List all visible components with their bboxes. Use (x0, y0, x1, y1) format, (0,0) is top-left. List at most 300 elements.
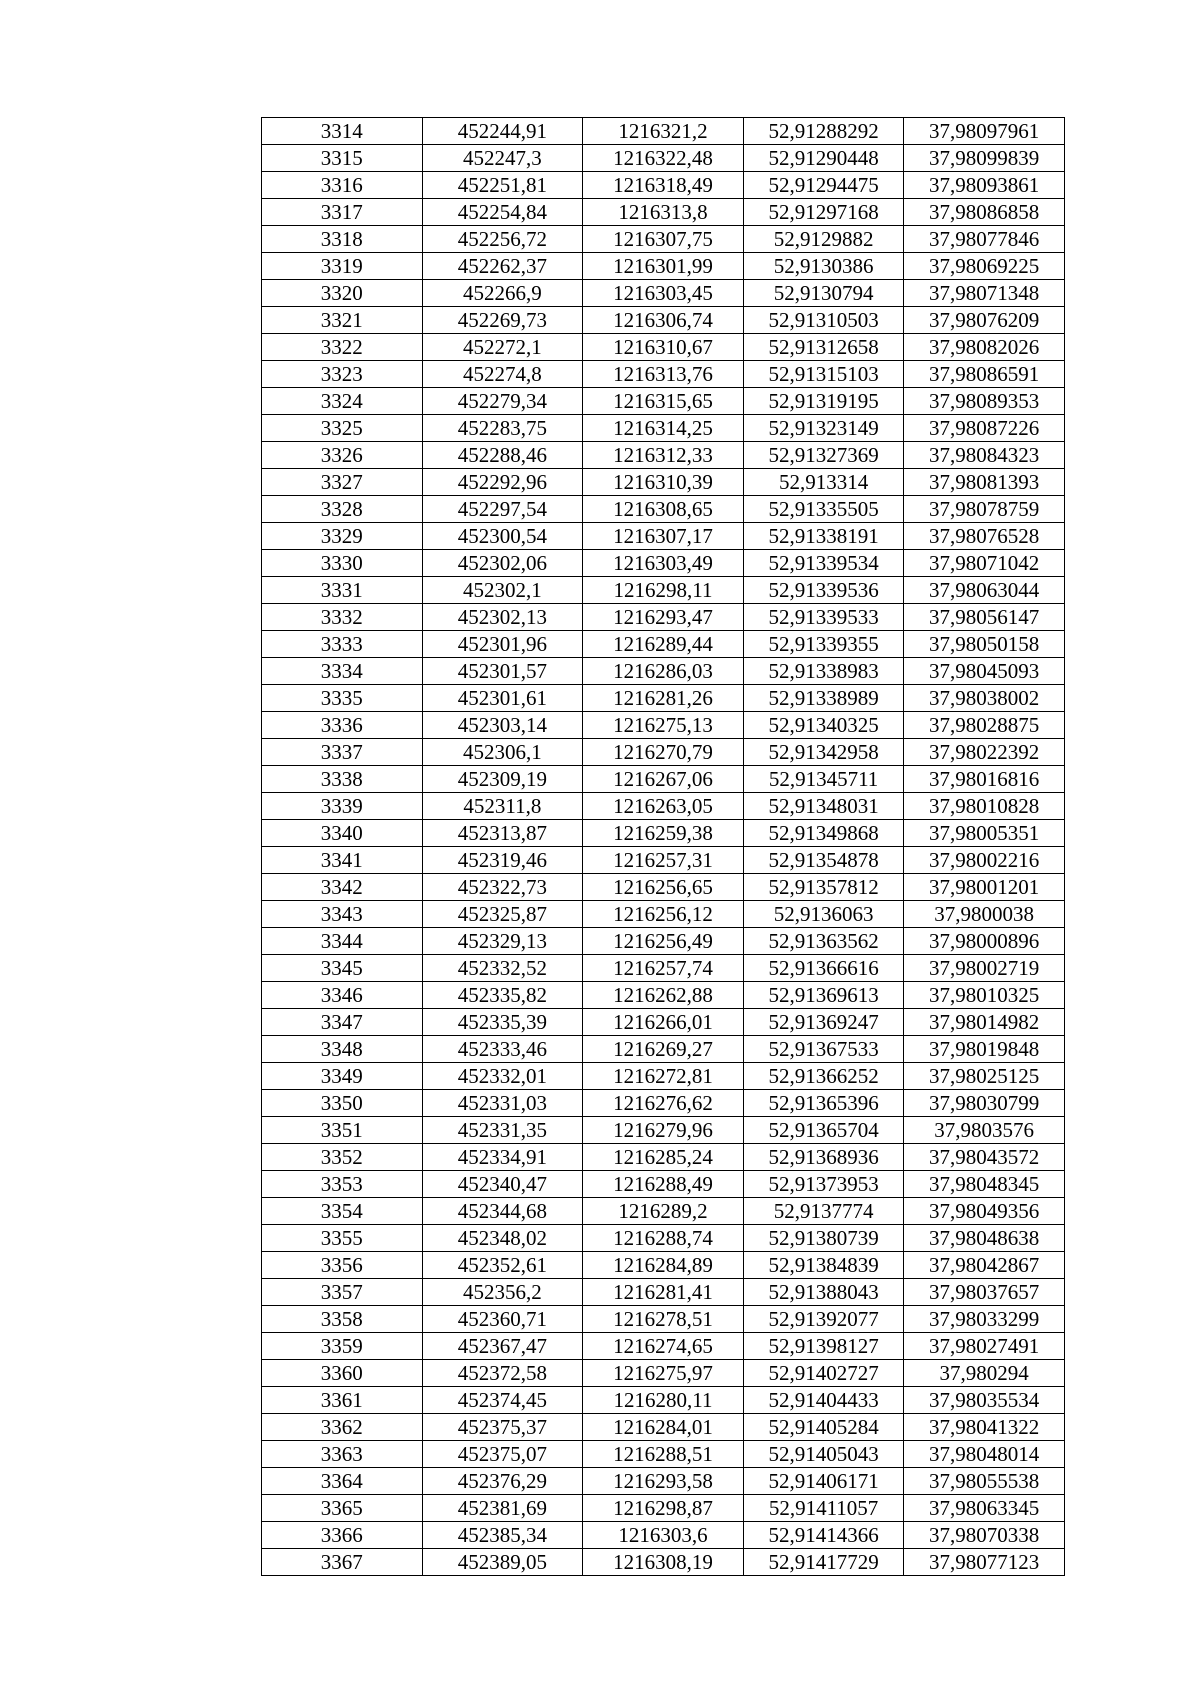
latitude-cell: 52,91411057 (743, 1495, 904, 1522)
y-coordinate-cell: 1216270,79 (583, 739, 744, 766)
table-row (262, 388, 1065, 415)
longitude-cell: 37,98077123 (904, 1549, 1065, 1576)
x-coordinate-cell: 452340,47 (422, 1171, 583, 1198)
longitude-cell: 37,98002216 (904, 847, 1065, 874)
longitude-cell: 37,98042867 (904, 1252, 1065, 1279)
x-coordinate-cell: 452374,45 (422, 1387, 583, 1414)
longitude-cell: 37,98078759 (904, 496, 1065, 523)
longitude-cell: 37,98071348 (904, 280, 1065, 307)
x-coordinate-cell: 452348,02 (422, 1225, 583, 1252)
point-number-cell: 3346 (262, 982, 423, 1009)
latitude-cell: 52,91342958 (743, 739, 904, 766)
y-coordinate-cell: 1216256,65 (583, 874, 744, 901)
x-coordinate-cell: 452332,52 (422, 955, 583, 982)
point-number-cell: 3321 (262, 307, 423, 334)
point-number-cell: 3343 (262, 901, 423, 928)
longitude-cell: 37,98070338 (904, 1522, 1065, 1549)
table-row (262, 199, 1065, 226)
longitude-cell: 37,980294 (904, 1360, 1065, 1387)
table-row (262, 307, 1065, 334)
point-number-cell: 3325 (262, 415, 423, 442)
longitude-cell: 37,98087226 (904, 415, 1065, 442)
latitude-cell: 52,91368936 (743, 1144, 904, 1171)
x-coordinate-cell: 452309,19 (422, 766, 583, 793)
y-coordinate-cell: 1216274,65 (583, 1333, 744, 1360)
y-coordinate-cell: 1216307,75 (583, 226, 744, 253)
latitude-cell: 52,91404433 (743, 1387, 904, 1414)
y-coordinate-cell: 1216312,33 (583, 442, 744, 469)
x-coordinate-cell: 452311,8 (422, 793, 583, 820)
x-coordinate-cell: 452319,46 (422, 847, 583, 874)
table-row (262, 928, 1065, 955)
table-row (262, 685, 1065, 712)
longitude-cell: 37,98002719 (904, 955, 1065, 982)
x-coordinate-cell: 452335,82 (422, 982, 583, 1009)
latitude-cell: 52,91339536 (743, 577, 904, 604)
x-coordinate-cell: 452331,35 (422, 1117, 583, 1144)
longitude-cell: 37,98081393 (904, 469, 1065, 496)
longitude-cell: 37,98022392 (904, 739, 1065, 766)
x-coordinate-cell: 452297,54 (422, 496, 583, 523)
y-coordinate-cell: 1216259,38 (583, 820, 744, 847)
point-number-cell: 3339 (262, 793, 423, 820)
latitude-cell: 52,91315103 (743, 361, 904, 388)
table-row (262, 118, 1065, 145)
x-coordinate-cell: 452352,61 (422, 1252, 583, 1279)
x-coordinate-cell: 452356,2 (422, 1279, 583, 1306)
table-row (262, 1414, 1065, 1441)
table-row (262, 1036, 1065, 1063)
y-coordinate-cell: 1216285,24 (583, 1144, 744, 1171)
latitude-cell: 52,91388043 (743, 1279, 904, 1306)
x-coordinate-cell: 452375,37 (422, 1414, 583, 1441)
latitude-cell: 52,91327369 (743, 442, 904, 469)
latitude-cell: 52,91366616 (743, 955, 904, 982)
coordinates-table (261, 117, 1065, 1576)
table-row (262, 766, 1065, 793)
x-coordinate-cell: 452376,29 (422, 1468, 583, 1495)
y-coordinate-cell: 1216257,31 (583, 847, 744, 874)
point-number-cell: 3323 (262, 361, 423, 388)
longitude-cell: 37,98014982 (904, 1009, 1065, 1036)
y-coordinate-cell: 1216267,06 (583, 766, 744, 793)
x-coordinate-cell: 452302,1 (422, 577, 583, 604)
longitude-cell: 37,98093861 (904, 172, 1065, 199)
table-row (262, 658, 1065, 685)
latitude-cell: 52,91369247 (743, 1009, 904, 1036)
table-row (262, 172, 1065, 199)
latitude-cell: 52,9129882 (743, 226, 904, 253)
point-number-cell: 3332 (262, 604, 423, 631)
y-coordinate-cell: 1216280,11 (583, 1387, 744, 1414)
table-row (262, 955, 1065, 982)
x-coordinate-cell: 452313,87 (422, 820, 583, 847)
longitude-cell: 37,98037657 (904, 1279, 1065, 1306)
latitude-cell: 52,91367533 (743, 1036, 904, 1063)
longitude-cell: 37,98089353 (904, 388, 1065, 415)
y-coordinate-cell: 1216298,11 (583, 577, 744, 604)
table-row (262, 226, 1065, 253)
latitude-cell: 52,91363562 (743, 928, 904, 955)
longitude-cell: 37,98043572 (904, 1144, 1065, 1171)
y-coordinate-cell: 1216286,03 (583, 658, 744, 685)
table-row (262, 1441, 1065, 1468)
point-number-cell: 3334 (262, 658, 423, 685)
latitude-cell: 52,91373953 (743, 1171, 904, 1198)
table-row (262, 577, 1065, 604)
table-row (262, 469, 1065, 496)
x-coordinate-cell: 452332,01 (422, 1063, 583, 1090)
latitude-cell: 52,91357812 (743, 874, 904, 901)
latitude-cell: 52,91340325 (743, 712, 904, 739)
x-coordinate-cell: 452272,1 (422, 334, 583, 361)
y-coordinate-cell: 1216272,81 (583, 1063, 744, 1090)
y-coordinate-cell: 1216256,49 (583, 928, 744, 955)
y-coordinate-cell: 1216303,45 (583, 280, 744, 307)
point-number-cell: 3364 (262, 1468, 423, 1495)
x-coordinate-cell: 452274,8 (422, 361, 583, 388)
latitude-cell: 52,91338989 (743, 685, 904, 712)
latitude-cell: 52,91405284 (743, 1414, 904, 1441)
latitude-cell: 52,91338983 (743, 658, 904, 685)
longitude-cell: 37,98005351 (904, 820, 1065, 847)
x-coordinate-cell: 452360,71 (422, 1306, 583, 1333)
x-coordinate-cell: 452269,73 (422, 307, 583, 334)
longitude-cell: 37,98001201 (904, 874, 1065, 901)
longitude-cell: 37,98050158 (904, 631, 1065, 658)
y-coordinate-cell: 1216288,74 (583, 1225, 744, 1252)
table-row (262, 1252, 1065, 1279)
longitude-cell: 37,98086591 (904, 361, 1065, 388)
latitude-cell: 52,91339533 (743, 604, 904, 631)
longitude-cell: 37,9803576 (904, 1117, 1065, 1144)
x-coordinate-cell: 452288,46 (422, 442, 583, 469)
latitude-cell: 52,91380739 (743, 1225, 904, 1252)
longitude-cell: 37,98084323 (904, 442, 1065, 469)
y-coordinate-cell: 1216314,25 (583, 415, 744, 442)
y-coordinate-cell: 1216308,65 (583, 496, 744, 523)
table-row (262, 253, 1065, 280)
latitude-cell: 52,913314 (743, 469, 904, 496)
x-coordinate-cell: 452251,81 (422, 172, 583, 199)
point-number-cell: 3367 (262, 1549, 423, 1576)
y-coordinate-cell: 1216293,47 (583, 604, 744, 631)
table-row (262, 631, 1065, 658)
table-row (262, 739, 1065, 766)
point-number-cell: 3319 (262, 253, 423, 280)
table-row (262, 1171, 1065, 1198)
point-number-cell: 3344 (262, 928, 423, 955)
table-row (262, 550, 1065, 577)
latitude-cell: 52,91339534 (743, 550, 904, 577)
x-coordinate-cell: 452333,46 (422, 1036, 583, 1063)
y-coordinate-cell: 1216318,49 (583, 172, 744, 199)
point-number-cell: 3329 (262, 523, 423, 550)
y-coordinate-cell: 1216303,49 (583, 550, 744, 577)
point-number-cell: 3331 (262, 577, 423, 604)
latitude-cell: 52,91366252 (743, 1063, 904, 1090)
longitude-cell: 37,98099839 (904, 145, 1065, 172)
longitude-cell: 37,98025125 (904, 1063, 1065, 1090)
point-number-cell: 3320 (262, 280, 423, 307)
point-number-cell: 3336 (262, 712, 423, 739)
point-number-cell: 3328 (262, 496, 423, 523)
longitude-cell: 37,98041322 (904, 1414, 1065, 1441)
table-row (262, 982, 1065, 1009)
point-number-cell: 3330 (262, 550, 423, 577)
latitude-cell: 52,91288292 (743, 118, 904, 145)
table-row (262, 1360, 1065, 1387)
latitude-cell: 52,9137774 (743, 1198, 904, 1225)
point-number-cell: 3349 (262, 1063, 423, 1090)
longitude-cell: 37,98048014 (904, 1441, 1065, 1468)
longitude-cell: 37,98069225 (904, 253, 1065, 280)
y-coordinate-cell: 1216269,27 (583, 1036, 744, 1063)
latitude-cell: 52,91310503 (743, 307, 904, 334)
x-coordinate-cell: 452292,96 (422, 469, 583, 496)
y-coordinate-cell: 1216321,2 (583, 118, 744, 145)
y-coordinate-cell: 1216303,6 (583, 1522, 744, 1549)
y-coordinate-cell: 1216262,88 (583, 982, 744, 1009)
y-coordinate-cell: 1216310,67 (583, 334, 744, 361)
point-number-cell: 3327 (262, 469, 423, 496)
table-row (262, 1522, 1065, 1549)
table-row (262, 523, 1065, 550)
point-number-cell: 3345 (262, 955, 423, 982)
latitude-cell: 52,91338191 (743, 523, 904, 550)
point-number-cell: 3358 (262, 1306, 423, 1333)
point-number-cell: 3352 (262, 1144, 423, 1171)
point-number-cell: 3316 (262, 172, 423, 199)
point-number-cell: 3359 (262, 1333, 423, 1360)
y-coordinate-cell: 1216278,51 (583, 1306, 744, 1333)
table-body (262, 118, 1065, 1576)
x-coordinate-cell: 452329,13 (422, 928, 583, 955)
table-row (262, 1549, 1065, 1576)
x-coordinate-cell: 452381,69 (422, 1495, 583, 1522)
latitude-cell: 52,91406171 (743, 1468, 904, 1495)
x-coordinate-cell: 452322,73 (422, 874, 583, 901)
longitude-cell: 37,98056147 (904, 604, 1065, 631)
point-number-cell: 3324 (262, 388, 423, 415)
table-row (262, 1279, 1065, 1306)
x-coordinate-cell: 452301,57 (422, 658, 583, 685)
point-number-cell: 3356 (262, 1252, 423, 1279)
y-coordinate-cell: 1216315,65 (583, 388, 744, 415)
longitude-cell: 37,98010325 (904, 982, 1065, 1009)
longitude-cell: 37,98097961 (904, 118, 1065, 145)
y-coordinate-cell: 1216313,8 (583, 199, 744, 226)
y-coordinate-cell: 1216281,41 (583, 1279, 744, 1306)
longitude-cell: 37,98019848 (904, 1036, 1065, 1063)
y-coordinate-cell: 1216310,39 (583, 469, 744, 496)
longitude-cell: 37,98010828 (904, 793, 1065, 820)
y-coordinate-cell: 1216298,87 (583, 1495, 744, 1522)
longitude-cell: 37,98063345 (904, 1495, 1065, 1522)
point-number-cell: 3357 (262, 1279, 423, 1306)
latitude-cell: 52,91365396 (743, 1090, 904, 1117)
x-coordinate-cell: 452300,54 (422, 523, 583, 550)
y-coordinate-cell: 1216289,44 (583, 631, 744, 658)
point-number-cell: 3365 (262, 1495, 423, 1522)
x-coordinate-cell: 452262,37 (422, 253, 583, 280)
table-row (262, 280, 1065, 307)
y-coordinate-cell: 1216281,26 (583, 685, 744, 712)
longitude-cell: 37,98082026 (904, 334, 1065, 361)
latitude-cell: 52,91398127 (743, 1333, 904, 1360)
latitude-cell: 52,91392077 (743, 1306, 904, 1333)
point-number-cell: 3347 (262, 1009, 423, 1036)
x-coordinate-cell: 452301,61 (422, 685, 583, 712)
latitude-cell: 52,9130794 (743, 280, 904, 307)
longitude-cell: 37,98048638 (904, 1225, 1065, 1252)
longitude-cell: 37,98086858 (904, 199, 1065, 226)
latitude-cell: 52,91335505 (743, 496, 904, 523)
latitude-cell: 52,91319195 (743, 388, 904, 415)
x-coordinate-cell: 452385,34 (422, 1522, 583, 1549)
point-number-cell: 3363 (262, 1441, 423, 1468)
x-coordinate-cell: 452283,75 (422, 415, 583, 442)
longitude-cell: 37,98076209 (904, 307, 1065, 334)
longitude-cell: 37,98063044 (904, 577, 1065, 604)
x-coordinate-cell: 452256,72 (422, 226, 583, 253)
longitude-cell: 37,98035534 (904, 1387, 1065, 1414)
point-number-cell: 3351 (262, 1117, 423, 1144)
x-coordinate-cell: 452325,87 (422, 901, 583, 928)
x-coordinate-cell: 452302,06 (422, 550, 583, 577)
longitude-cell: 37,98071042 (904, 550, 1065, 577)
point-number-cell: 3318 (262, 226, 423, 253)
x-coordinate-cell: 452279,34 (422, 388, 583, 415)
latitude-cell: 52,91365704 (743, 1117, 904, 1144)
x-coordinate-cell: 452389,05 (422, 1549, 583, 1576)
table-row (262, 847, 1065, 874)
latitude-cell: 52,91323149 (743, 415, 904, 442)
table-row (262, 1063, 1065, 1090)
longitude-cell: 37,98045093 (904, 658, 1065, 685)
table-row (262, 1225, 1065, 1252)
y-coordinate-cell: 1216307,17 (583, 523, 744, 550)
point-number-cell: 3354 (262, 1198, 423, 1225)
table-row (262, 1387, 1065, 1414)
table-row (262, 442, 1065, 469)
table-row (262, 361, 1065, 388)
latitude-cell: 52,91354878 (743, 847, 904, 874)
point-number-cell: 3366 (262, 1522, 423, 1549)
longitude-cell: 37,98077846 (904, 226, 1065, 253)
x-coordinate-cell: 452335,39 (422, 1009, 583, 1036)
y-coordinate-cell: 1216306,74 (583, 307, 744, 334)
table-row (262, 1090, 1065, 1117)
y-coordinate-cell: 1216266,01 (583, 1009, 744, 1036)
table-row (262, 1198, 1065, 1225)
x-coordinate-cell: 452334,91 (422, 1144, 583, 1171)
x-coordinate-cell: 452266,9 (422, 280, 583, 307)
point-number-cell: 3341 (262, 847, 423, 874)
table-row (262, 874, 1065, 901)
latitude-cell: 52,91290448 (743, 145, 904, 172)
latitude-cell: 52,91349868 (743, 820, 904, 847)
latitude-cell: 52,9136063 (743, 901, 904, 928)
latitude-cell: 52,91414366 (743, 1522, 904, 1549)
table-row (262, 1009, 1065, 1036)
latitude-cell: 52,91312658 (743, 334, 904, 361)
latitude-cell: 52,91402727 (743, 1360, 904, 1387)
latitude-cell: 52,91348031 (743, 793, 904, 820)
point-number-cell: 3322 (262, 334, 423, 361)
table-row (262, 604, 1065, 631)
x-coordinate-cell: 452247,3 (422, 145, 583, 172)
x-coordinate-cell: 452301,96 (422, 631, 583, 658)
point-number-cell: 3342 (262, 874, 423, 901)
point-number-cell: 3315 (262, 145, 423, 172)
table-row (262, 1306, 1065, 1333)
x-coordinate-cell: 452331,03 (422, 1090, 583, 1117)
table-row (262, 1117, 1065, 1144)
y-coordinate-cell: 1216288,51 (583, 1441, 744, 1468)
longitude-cell: 37,98027491 (904, 1333, 1065, 1360)
longitude-cell: 37,98055538 (904, 1468, 1065, 1495)
y-coordinate-cell: 1216284,01 (583, 1414, 744, 1441)
table-row (262, 1333, 1065, 1360)
longitude-cell: 37,98016816 (904, 766, 1065, 793)
point-number-cell: 3340 (262, 820, 423, 847)
point-number-cell: 3333 (262, 631, 423, 658)
table-row (262, 1468, 1065, 1495)
point-number-cell: 3355 (262, 1225, 423, 1252)
x-coordinate-cell: 452344,68 (422, 1198, 583, 1225)
table-row (262, 496, 1065, 523)
x-coordinate-cell: 452306,1 (422, 739, 583, 766)
point-number-cell: 3353 (262, 1171, 423, 1198)
x-coordinate-cell: 452244,91 (422, 118, 583, 145)
point-number-cell: 3326 (262, 442, 423, 469)
longitude-cell: 37,98038002 (904, 685, 1065, 712)
point-number-cell: 3361 (262, 1387, 423, 1414)
longitude-cell: 37,98000896 (904, 928, 1065, 955)
x-coordinate-cell: 452302,13 (422, 604, 583, 631)
longitude-cell: 37,98030799 (904, 1090, 1065, 1117)
y-coordinate-cell: 1216284,89 (583, 1252, 744, 1279)
table-row (262, 901, 1065, 928)
point-number-cell: 3360 (262, 1360, 423, 1387)
y-coordinate-cell: 1216275,13 (583, 712, 744, 739)
y-coordinate-cell: 1216313,76 (583, 361, 744, 388)
y-coordinate-cell: 1216322,48 (583, 145, 744, 172)
longitude-cell: 37,9800038 (904, 901, 1065, 928)
y-coordinate-cell: 1216263,05 (583, 793, 744, 820)
x-coordinate-cell: 452375,07 (422, 1441, 583, 1468)
point-number-cell: 3335 (262, 685, 423, 712)
table-row (262, 1144, 1065, 1171)
longitude-cell: 37,98049356 (904, 1198, 1065, 1225)
latitude-cell: 52,91369613 (743, 982, 904, 1009)
point-number-cell: 3348 (262, 1036, 423, 1063)
longitude-cell: 37,98033299 (904, 1306, 1065, 1333)
table-row (262, 820, 1065, 847)
y-coordinate-cell: 1216293,58 (583, 1468, 744, 1495)
point-number-cell: 3362 (262, 1414, 423, 1441)
longitude-cell: 37,98076528 (904, 523, 1065, 550)
point-number-cell: 3314 (262, 118, 423, 145)
point-number-cell: 3337 (262, 739, 423, 766)
longitude-cell: 37,98028875 (904, 712, 1065, 739)
table-row (262, 712, 1065, 739)
y-coordinate-cell: 1216256,12 (583, 901, 744, 928)
longitude-cell: 37,98048345 (904, 1171, 1065, 1198)
latitude-cell: 52,91405043 (743, 1441, 904, 1468)
x-coordinate-cell: 452303,14 (422, 712, 583, 739)
